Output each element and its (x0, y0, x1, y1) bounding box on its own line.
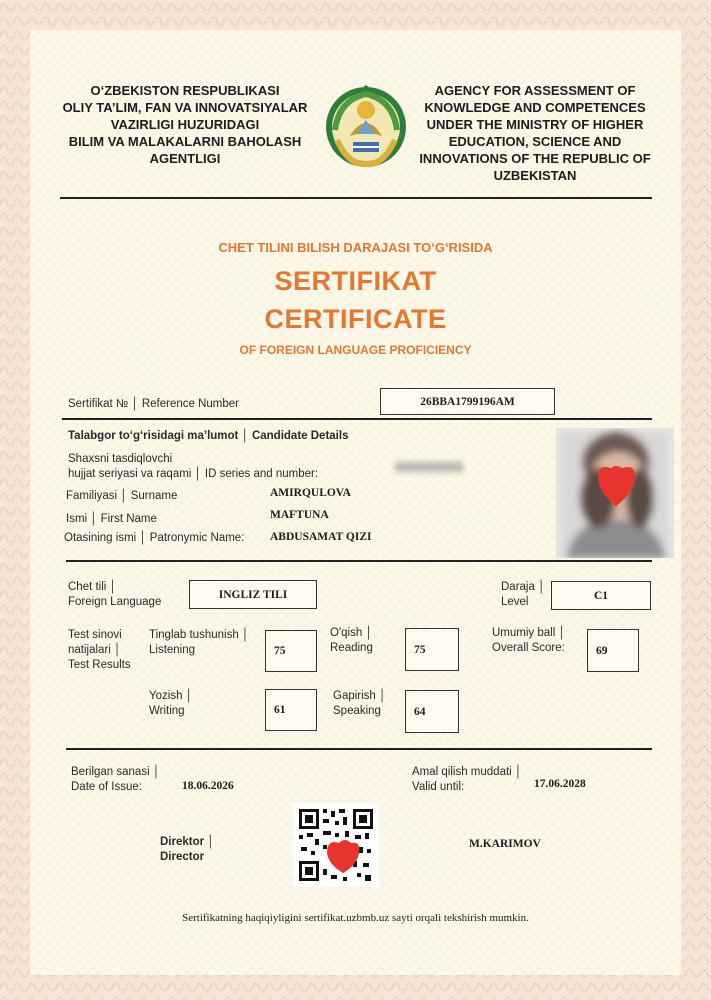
certificate-title-en: CERTIFICATE (264, 304, 447, 334)
issuer-uz-line: O‘ZBEKISTON RESPUBLIKASI (90, 83, 280, 98)
valid-until-label (412, 765, 522, 795)
speaking-label-line: Gapirish │ (333, 690, 387, 702)
id-number-redacted (395, 462, 463, 472)
issue-date-label (71, 765, 160, 795)
valid-until-label-line: Valid until: (412, 781, 465, 793)
writing-label-line: Writing (149, 705, 185, 717)
certificate-subtitle-bottom: OF FOREIGN LANGUAGE PROFICIENCY (239, 343, 472, 357)
issuer-name-uz (56, 82, 314, 167)
certificate-title-uz: SERTIFIKAT (274, 266, 437, 296)
issuer-en-line: UNDER THE MINISTRY OF HIGHER (426, 117, 644, 132)
patronymic-value: ABDUSAMAT QIZI (270, 531, 372, 543)
director-name: M.KARIMOV (469, 838, 541, 850)
reference-number-value: 26BBA1799196AM (380, 388, 555, 415)
test-results-label-line: natijalari │ (68, 644, 122, 656)
issuer-en-line: INNOVATIONS OF THE REPUBLIC OF (419, 151, 651, 166)
reference-number-label: Sertifikat № │ Reference Number (68, 398, 240, 410)
director-label (160, 835, 214, 865)
reading-score: 75 (405, 628, 459, 671)
first-name-label: Ismi │ First Name (66, 513, 157, 525)
director-label-line: Direktor │ (160, 836, 215, 848)
overall-score: 69 (587, 629, 639, 672)
director-label-line: Director (160, 851, 205, 863)
exam-divider (66, 748, 652, 750)
level-label-line: Daraja │ (501, 581, 546, 593)
writing-label-line: Yozish │ (149, 690, 193, 702)
issuer-en-line: KNOWLEDGE AND COMPETENCES (424, 100, 646, 115)
issue-date-value: 18.06.2026 (182, 780, 234, 792)
speaking-label-line: Speaking (333, 705, 381, 717)
test-results-label-line: Test sinovi (68, 629, 122, 641)
reference-divider (62, 418, 652, 420)
reading-label-line: Reading (330, 642, 373, 654)
overall-score-label (492, 626, 566, 656)
valid-until-value: 17.06.2028 (534, 778, 586, 790)
verification-qr-code-icon (293, 803, 379, 887)
header-divider (60, 197, 652, 199)
issuer-uz-line: VAZIRLIGI HUZURIDAGI (110, 117, 260, 132)
candidate-details-heading: Talabgor to‘g‘risidagi ma’lumot │ Candidate Details (68, 430, 349, 442)
id-label (68, 452, 318, 482)
issuer-uz-line: AGENTLIGI (149, 151, 221, 166)
listening-label (149, 628, 249, 658)
level-label-line: Level (501, 596, 529, 608)
overall-score-label-line: Overall Score: (492, 642, 565, 654)
level-value: C1 (551, 581, 651, 610)
id-label-line: hujjat seriyasi va raqami │ ID series and number: (68, 468, 319, 480)
foreign-language-label-line: Chet tili │ (68, 581, 117, 593)
listening-label-line: Listening (149, 644, 196, 656)
issuer-en-line: AGENCY FOR ASSESSMENT OF (434, 83, 636, 98)
writing-score: 61 (265, 689, 317, 731)
listening-score: 75 (265, 630, 317, 672)
issuer-uz-line: BILIM VA MALAKALARNI BAHOLASH (68, 134, 302, 149)
uzbekistan-state-emblem-icon (323, 80, 409, 172)
foreign-language-value: INGLIZ TILI (189, 580, 317, 609)
overall-score-label-line: Umumiy ball │ (492, 627, 566, 639)
issuer-en-line: EDUCATION, SCIENCE AND (448, 134, 622, 149)
surname-label: Familiyasi │ Surname (66, 490, 178, 502)
issuer-uz-line: OLIY TA’LIM, FAN VA INNOVATSIYALAR (62, 100, 308, 115)
level-label (501, 580, 545, 610)
reading-label (330, 626, 373, 656)
valid-until-label-line: Amal qilish muddati │ (412, 766, 523, 778)
issue-date-label-line: Berilgan sanasi │ (71, 766, 161, 778)
issuer-en-line: UZBEKISTAN (493, 168, 577, 183)
speaking-score: 64 (405, 690, 459, 733)
candidate-divider (66, 560, 652, 562)
writing-label (149, 689, 193, 719)
id-label-line: Shaxsni tasdiqlovchi (68, 453, 173, 465)
test-results-label-line: Test Results (68, 659, 131, 671)
certificate-subtitle-top: CHET TILINI BILISH DARAJASI TO‘G‘RISIDA (218, 240, 493, 255)
foreign-language-label (68, 580, 161, 610)
test-results-label (68, 628, 131, 673)
speaking-label (333, 689, 386, 719)
issue-date-label-line: Date of Issue: (71, 781, 142, 793)
verification-note: Sertifikatning haqiqiyligini sertifikat.uzbmb.uz sayti orqali tekshirish mumkin. (182, 912, 529, 924)
issuer-name-en (414, 82, 656, 184)
candidate-photo (556, 428, 674, 558)
listening-label-line: Tinglab tushunish │ (149, 629, 250, 641)
first-name-value: MAFTUNA (270, 509, 329, 521)
foreign-language-label-line: Foreign Language (68, 596, 162, 608)
reading-label-line: O'qish │ (330, 627, 373, 639)
patronymic-label: Otasining ismi │ Patronymic Name: (64, 532, 245, 544)
surname-value: AMIRQULOVA (270, 487, 351, 499)
